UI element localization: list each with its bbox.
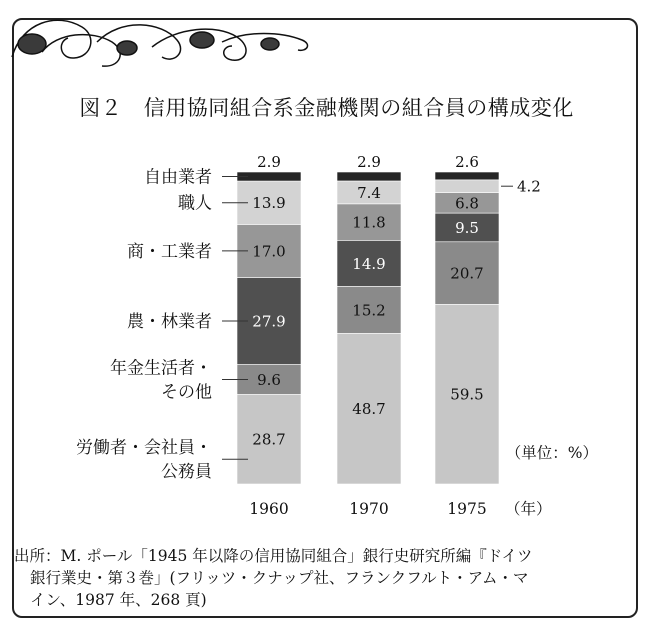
data-label: 7.4 [357, 183, 381, 202]
source-line-2: 銀行業史・第３巻」(フリッツ・クナップ社、フランクフルト・アム・マ [30, 569, 529, 587]
data-label: 9.6 [257, 370, 281, 389]
data-label: 59.5 [450, 385, 484, 404]
unit-label: （単位：%） [505, 444, 598, 462]
source-line-1: 出所：M. ポール「1945 年以降の信用協同組合」銀行史研究所編『ドイツ [14, 547, 533, 565]
x-tick-label: 1960 [249, 500, 289, 518]
x-tick-label: 1970 [349, 500, 389, 518]
bar-segment [435, 172, 499, 180]
data-label: 17.0 [252, 242, 286, 261]
series-label: 自由業者 [144, 167, 212, 188]
data-label: 2.9 [257, 153, 281, 171]
series-label: 公務員 [161, 462, 212, 483]
source-line-3: イン、1987 年、268 頁) [30, 591, 207, 609]
data-label: 4.2 [517, 177, 541, 196]
source-note [14, 545, 630, 611]
data-label: 28.7 [252, 430, 286, 449]
x-axis-unit: （年） [505, 500, 552, 518]
series-label: 職人 [178, 193, 212, 214]
data-label: 2.9 [357, 153, 381, 171]
series-label: 農・林業者 [127, 311, 212, 332]
data-label: 20.7 [450, 264, 484, 283]
series-label: その他 [161, 382, 212, 403]
x-tick-label: 1975 [447, 500, 487, 518]
data-label: 2.6 [455, 153, 479, 171]
bar-segment [435, 180, 499, 193]
data-label: 14.9 [352, 254, 386, 273]
data-label: 48.7 [352, 400, 386, 419]
data-label: 13.9 [252, 194, 286, 213]
data-label: 27.9 [252, 312, 286, 331]
data-label: 15.2 [352, 301, 386, 320]
series-label: 労働者・会社員・ [76, 438, 212, 459]
chart-title: 図２ 信用協同組合系金融機関の組合員の構成変化 [79, 96, 574, 120]
data-label: 9.5 [455, 218, 479, 237]
series-label: 商・工業者 [127, 241, 212, 262]
data-label: 11.8 [352, 213, 386, 232]
series-label: 年金生活者・ [110, 358, 212, 379]
bar-segment [337, 172, 401, 181]
data-label: 6.8 [455, 194, 479, 213]
